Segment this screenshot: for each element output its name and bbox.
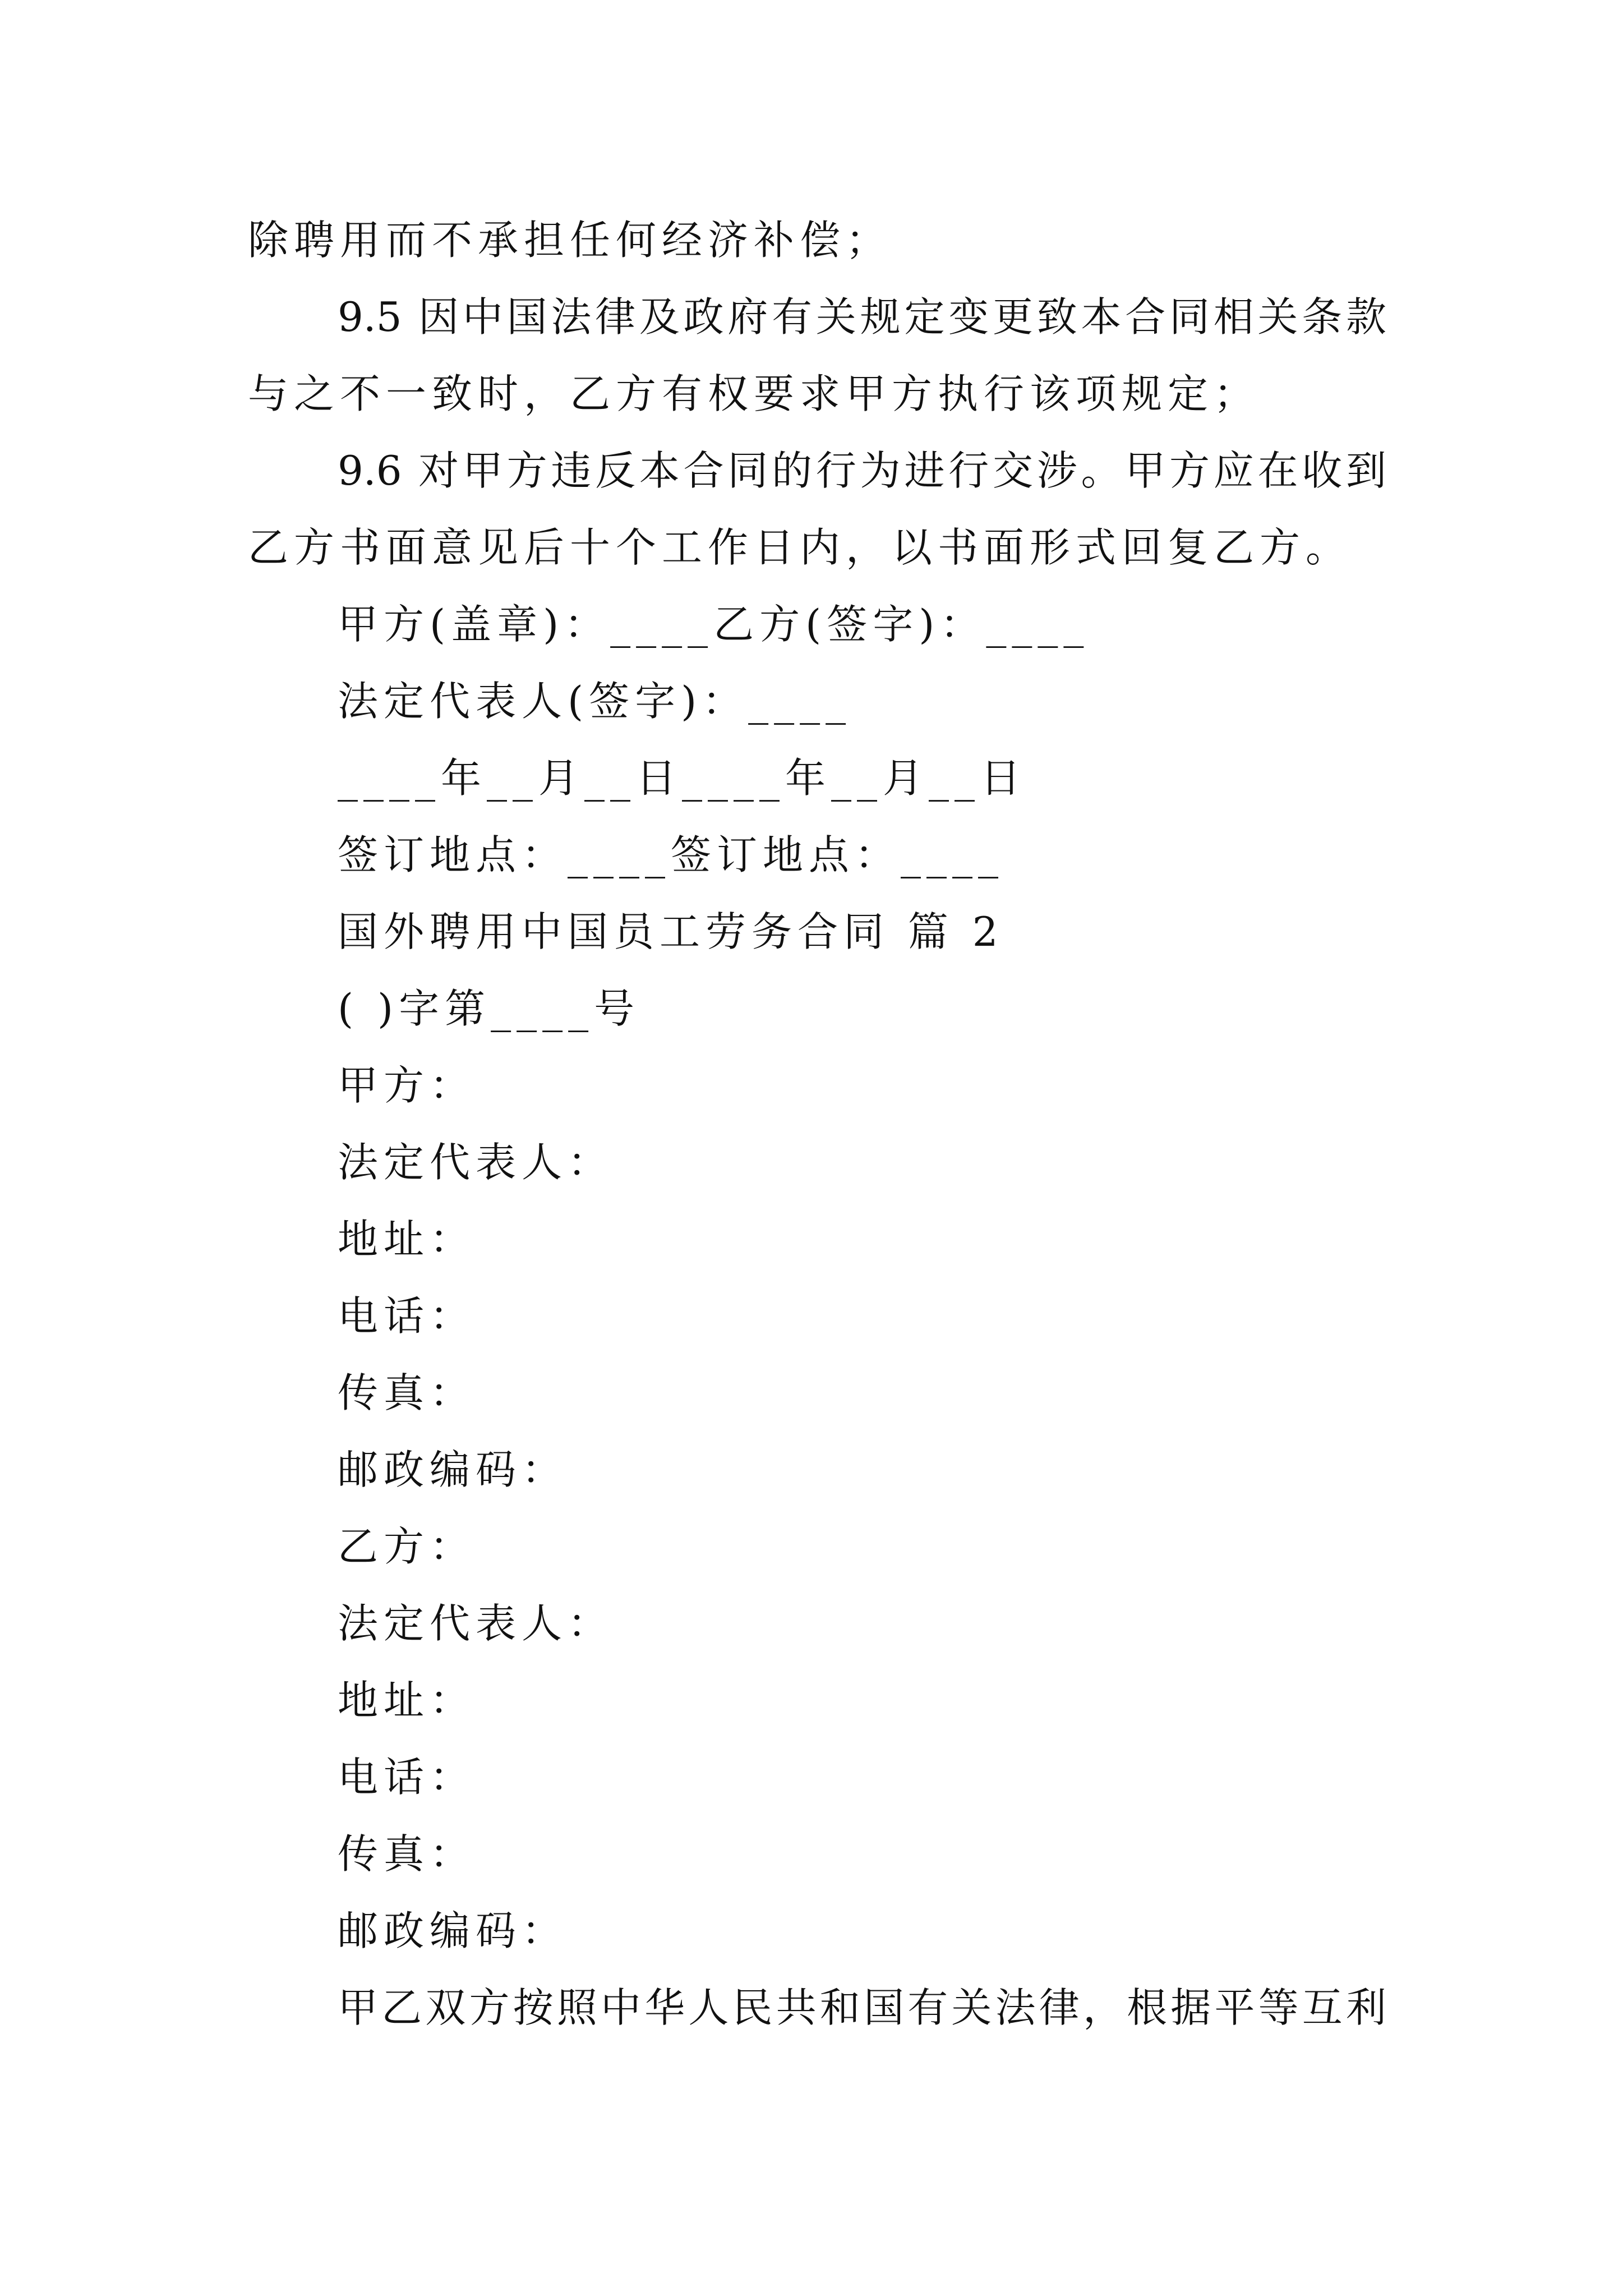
contract-number-line: ( )字第____号 [338, 985, 640, 1032]
party-b-legal-rep: 法定代表人： [338, 1600, 614, 1647]
party-a-postcode: 邮政编码： [338, 1446, 568, 1493]
party-b-postcode: 邮政编码： [338, 1907, 568, 1954]
text-line: 乙方书面意见后十个工作日内，以书面形式回复乙方。 [248, 524, 1352, 571]
party-a-legal-rep: 法定代表人： [338, 1139, 614, 1186]
date-line: ____年__月__日____年__月__日 [338, 754, 1027, 802]
clause-9-6-line: 9.6 对甲方违反本合同的行为进行交涉。甲方应在收到 [338, 447, 1386, 494]
section-title: 国外聘用中国员工劳务合同 篇 2 [338, 908, 1004, 955]
document-body [248, 202, 1386, 2046]
legal-rep-signature-line: 法定代表人(签字)：____ [338, 678, 852, 725]
party-b-label: 乙方： [338, 1523, 476, 1570]
signing-place-line: 签订地点：____签订地点：____ [338, 831, 1004, 878]
party-a-address: 地址： [338, 1216, 476, 1263]
signature-line: 甲方(盖章)：____乙方(签字)：____ [338, 601, 1090, 648]
party-a-label: 甲方： [338, 1062, 476, 1109]
preamble-line: 甲乙双方按照中华人民共和国有关法律，根据平等互利 [338, 1984, 1386, 2031]
party-b-phone: 电话： [338, 1754, 476, 1801]
party-b-fax: 传真： [338, 1830, 476, 1878]
party-a-fax: 传真： [338, 1369, 476, 1416]
text-line: 除聘用而不承担任何经济补偿； [248, 217, 892, 264]
party-a-phone: 电话： [338, 1292, 476, 1340]
clause-9-5-line: 9.5 因中国法律及政府有关规定变更致本合同相关条款 [338, 293, 1386, 341]
text-line: 与之不一致时，乙方有权要求甲方执行该项规定； [248, 370, 1260, 417]
party-b-address: 地址： [338, 1677, 476, 1724]
